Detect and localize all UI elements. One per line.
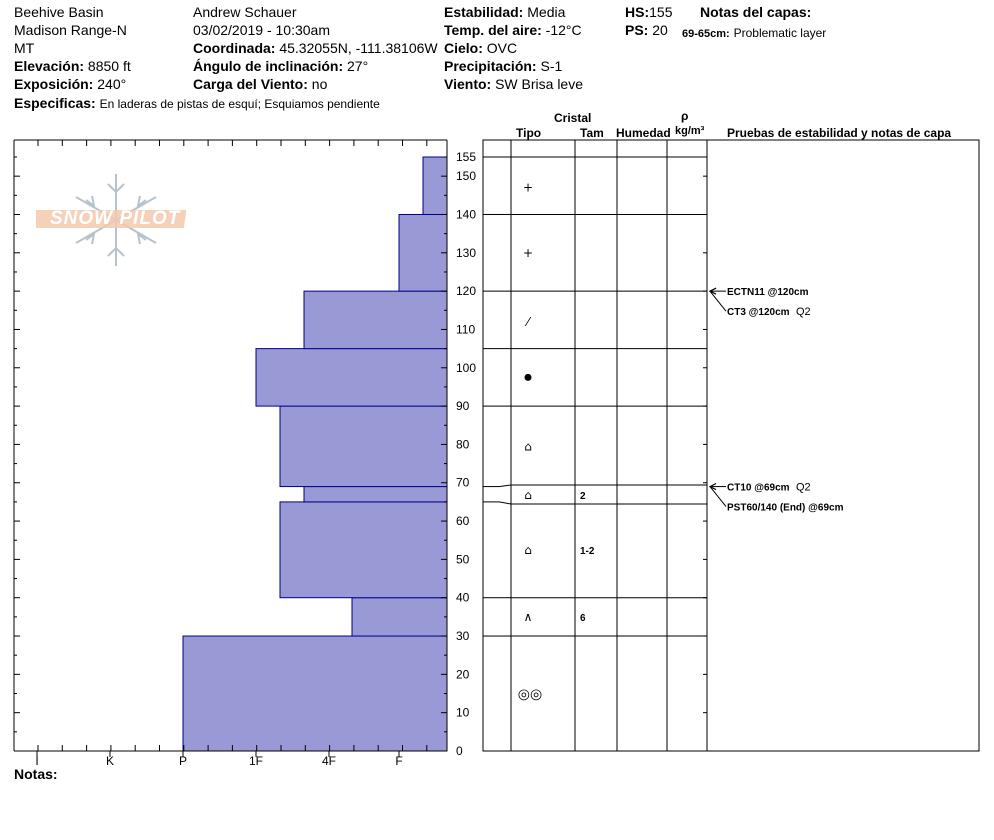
elevation-value: 8850 ft <box>87 58 131 74</box>
crystal-type-icon: ⌂ <box>524 439 532 454</box>
col-type: Tipo <box>516 126 542 140</box>
stability-test-label: PST60/140 (End) @69cm <box>727 502 844 514</box>
notes-label: Notas: <box>14 766 58 782</box>
range: Madison Range-N <box>14 22 127 38</box>
depth-tick-label: 60 <box>456 514 470 529</box>
stability-value: Media <box>527 4 566 20</box>
crystal-size-label: 6 <box>580 612 586 624</box>
depth-tick-label: 90 <box>456 399 470 414</box>
location: Beehive Basin <box>14 4 104 20</box>
elevation-label: Elevación: <box>14 58 85 74</box>
observer: Andrew Schauer <box>193 4 297 20</box>
depth-tick-label: 10 <box>456 705 470 720</box>
sky-value: OVC <box>486 40 518 56</box>
depth-tick-label: 70 <box>456 475 470 490</box>
crystal-type-icon: ⁄ <box>526 314 530 329</box>
depth-tick-label: 100 <box>456 360 477 375</box>
crystal-type-icon: ∧ <box>523 609 533 624</box>
hardness-bar <box>256 349 447 406</box>
aspect-label: Exposición: <box>14 76 94 92</box>
crystal-size-label: 1-2 <box>580 545 595 557</box>
crystal-rounded-icon <box>525 374 532 381</box>
depth-tick-label: 155 <box>456 150 477 164</box>
hardness-tick-label: I <box>35 754 39 768</box>
stability-test-label: CT3 @120cm <box>727 307 790 319</box>
col-moisture: Humedad <box>616 126 671 140</box>
hardness-bar <box>423 157 447 214</box>
layer-table-frame <box>483 140 979 751</box>
hardness-bar <box>280 406 447 486</box>
stability-label: Estabilidad: <box>444 4 524 20</box>
logo-text: SNOW PILOT <box>50 208 181 229</box>
shear-quality-label: Q2 <box>796 481 811 494</box>
hardness-bar <box>280 502 447 598</box>
aspect-value: 240° <box>97 76 127 92</box>
crystal-type-icon: ⌂ <box>524 542 532 557</box>
air-temp-label: Temp. del aire: <box>444 22 542 38</box>
precip-value: S-1 <box>540 58 563 74</box>
col-rho: ρ <box>681 109 689 123</box>
test-pointer-line <box>710 487 726 507</box>
depth-tick-label: 40 <box>456 590 470 605</box>
stability-test-label: CT10 @69cm <box>727 482 790 494</box>
layer-notes-title: Notas del capas: <box>700 4 812 20</box>
specifics-label: Especificas: <box>14 95 96 111</box>
precip-label: Precipitación: <box>444 58 537 74</box>
air-temp-value: -12°C <box>545 22 582 38</box>
slope-label: Ángulo de inclinación: <box>193 58 344 74</box>
col-crystal: Cristal <box>554 111 592 125</box>
hardness-bar <box>352 598 447 636</box>
col-size: Tam <box>580 126 604 140</box>
layer-note-range: 69-65cm: <box>682 28 730 40</box>
crystal-type-icon: + <box>522 180 534 195</box>
hardness-tick-label: F <box>395 754 403 768</box>
datetime: 03/02/2019 - 10:30am <box>193 22 330 38</box>
depth-tick-label: 50 <box>456 552 470 567</box>
coord-label: Coordinada: <box>193 40 276 56</box>
specifics-value: En laderas de pistas de esquí; Esquiamos pendiente <box>99 97 380 111</box>
hardness-tick-label: K <box>105 754 115 768</box>
hardness-tick-label: 4F <box>321 754 337 768</box>
depth-tick-label: 130 <box>456 245 477 260</box>
ps-label: PS: <box>625 22 649 38</box>
sky-label: Cielo: <box>444 40 483 56</box>
depth-tick-label: 0 <box>456 744 463 758</box>
depth-tick-label: 20 <box>456 667 470 682</box>
wind-load-label: Carga del Viento: <box>193 76 308 92</box>
depth-tick-label: 110 <box>456 322 476 337</box>
hs-value: 155 <box>649 4 673 20</box>
crystal-type-icon: + <box>522 245 534 260</box>
crystal-melt-forms-icon: ◎◎ <box>517 686 543 703</box>
stability-test-label: ECTN11 @120cm <box>727 287 809 299</box>
shear-quality-label: Q2 <box>796 306 811 319</box>
wind-value: SW Brisa leve <box>495 76 584 92</box>
test-pointer-line <box>710 291 726 311</box>
hardness-tick-label: P <box>178 754 188 768</box>
ps-value: 20 <box>652 22 668 38</box>
hs-label: HS: <box>625 4 650 20</box>
wind-load-value: no <box>311 76 328 92</box>
crystal-type-icon: ⌂ <box>524 488 532 502</box>
depth-tick-label: 120 <box>456 284 477 299</box>
layer-boundary-connector <box>499 502 511 504</box>
depth-tick-label: 140 <box>456 207 477 222</box>
hardness-bar <box>399 214 447 291</box>
layer-boundary-connector <box>499 485 511 487</box>
state: MT <box>14 40 35 56</box>
slope-value: 27° <box>347 58 369 74</box>
depth-tick-label: 30 <box>456 629 470 644</box>
wind-label: Viento: <box>444 76 492 92</box>
depth-tick-label: 150 <box>456 169 477 184</box>
crystal-size-label: 2 <box>580 491 586 502</box>
coord-value: 45.32055N, -111.38106W <box>279 40 438 56</box>
hardness-bar <box>183 636 447 751</box>
col-density-unit: kg/m³ <box>675 125 705 137</box>
depth-tick-label: 80 <box>456 437 470 452</box>
col-tests: Pruebas de estabilidad y notas de capa <box>727 126 952 140</box>
layer-note-text: Problematic layer <box>733 26 827 40</box>
hardness-bar <box>304 291 447 348</box>
hardness-bar <box>304 487 447 502</box>
hardness-tick-label: 1F <box>248 754 264 768</box>
